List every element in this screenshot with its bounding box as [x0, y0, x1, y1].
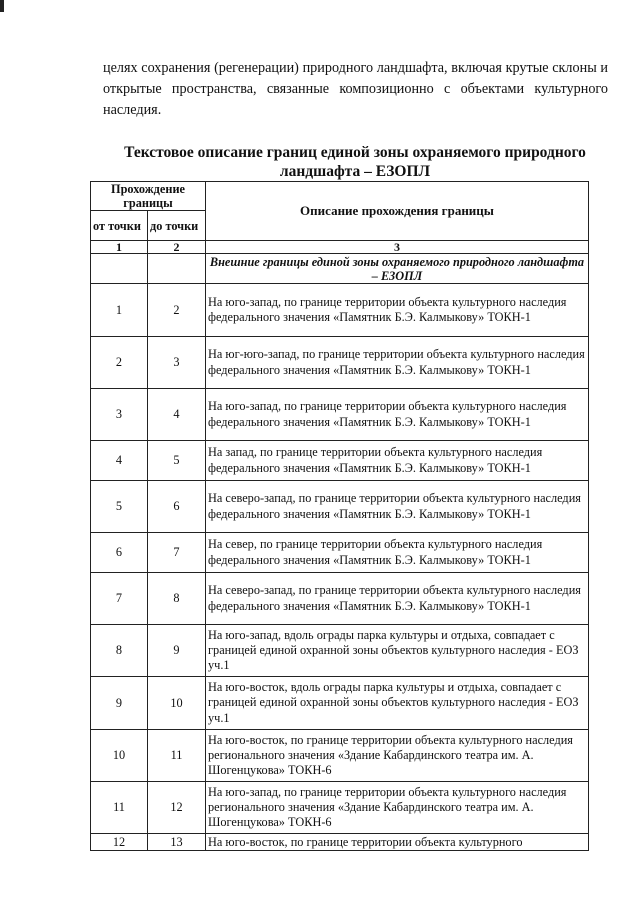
table-row [91, 441, 589, 481]
intro-paragraph: целях сохранения (регенерации) природного ландшафта, включая крутые склоны и открытые пространства, связанные композиционно с объектами культурного наследия. [103, 60, 608, 118]
from-point-cell: 12 [91, 834, 148, 851]
table-row [91, 533, 589, 573]
to-point-cell: 11 [148, 730, 206, 782]
description-cell: На юго-запад, по границе территории объекта культурного наследия регионального значения «Здание Кабардинского театра им. А. Шогенцукова» ТОКН-6 [206, 782, 589, 834]
to-point-cell: 5 [148, 441, 206, 481]
table-row [91, 677, 589, 730]
from-point-cell: 3 [91, 389, 148, 441]
description-cell: На юго-запад, вдоль ограды парка культуры и отдыха, совпадает с границей единой охранной зоны объектов культурного наследия - ЕОЗ уч.1 [206, 625, 589, 677]
column-number: 3 [206, 241, 589, 254]
to-point-cell: 8 [148, 573, 206, 625]
from-point-cell: 7 [91, 573, 148, 625]
table-row [91, 782, 589, 834]
to-point-cell: 2 [148, 284, 206, 337]
table-row [91, 481, 589, 533]
to-point-cell: 12 [148, 782, 206, 834]
from-point-cell: 8 [91, 625, 148, 677]
column-number-row [91, 241, 589, 254]
table-row [91, 834, 589, 851]
description-cell: На запад, по границе территории объекта культурного наследия федерального значения «Памятник Б.Э. Калмыкову» ТОКН-1 [206, 441, 589, 481]
section-title: Внешние границы единой зоны охраняемого природного ландшафта – ЕЗОПЛ [206, 254, 589, 284]
from-point-cell: 1 [91, 284, 148, 337]
description-cell: На юго-восток, по границе территории объекта культурного [206, 834, 589, 851]
table-row [91, 573, 589, 625]
from-point-cell: 6 [91, 533, 148, 573]
from-point-cell: 4 [91, 441, 148, 481]
table-row [91, 625, 589, 677]
to-point-cell: 4 [148, 389, 206, 441]
description-cell: На север, по границе территории объекта культурного наследия федерального значения «Памятник Б.Э. Калмыкову» ТОКН-1 [206, 533, 589, 573]
description-cell: На юго-запад, по границе территории объекта культурного наследия федерального значения «Памятник Б.Э. Калмыкову» ТОКН-1 [206, 389, 589, 441]
to-point-cell: 6 [148, 481, 206, 533]
from-point-cell: 11 [91, 782, 148, 834]
column-number: 1 [91, 241, 148, 254]
description-cell: На юго-запад, по границе территории объекта культурного наследия федерального значения «Памятник Б.Э. Калмыкову» ТОКН-1 [206, 284, 589, 337]
header-from-point: от точки [91, 211, 148, 241]
table-row [91, 284, 589, 337]
to-point-cell: 13 [148, 834, 206, 851]
from-point-cell: 10 [91, 730, 148, 782]
header-boundary-passage: Прохождение границы [91, 182, 206, 211]
from-point-cell: 9 [91, 677, 148, 730]
table-row [91, 337, 589, 389]
header-to-point: до точки [148, 211, 206, 241]
document-title: Текстовое описание границ единой зоны охраняемого природного ландшафта – ЕЗОПЛ [124, 144, 586, 180]
from-point-cell: 2 [91, 337, 148, 389]
boundary-table [90, 181, 589, 851]
description-cell: На юг-юго-запад, по границе территории объекта культурного наследия федерального значения «Памятник Б.Э. Калмыкову» ТОКН-1 [206, 337, 589, 389]
description-cell: На северо-запад, по границе территории объекта культурного наследия федерального значения «Памятник Б.Э. Калмыкову» ТОКН-1 [206, 573, 589, 625]
section-row [91, 254, 589, 284]
table-row [91, 730, 589, 782]
to-point-cell: 7 [148, 533, 206, 573]
description-cell: На юго-восток, по границе территории объекта культурного наследия регионального значения «Здание Кабардинского театра им. А. Шогенцукова» ТОКН-6 [206, 730, 589, 782]
column-number: 2 [148, 241, 206, 254]
description-cell: На юго-восток, вдоль ограды парка культуры и отдыха, совпадает с границей единой охранной зоны объектов культурного наследия - ЕОЗ уч.1 [206, 677, 589, 730]
from-point-cell: 5 [91, 481, 148, 533]
header-description: Описание прохождения границы [206, 182, 589, 241]
description-cell: На северо-запад, по границе территории объекта культурного наследия федерального значения «Памятник Б.Э. Калмыкову» ТОКН-1 [206, 481, 589, 533]
to-point-cell: 10 [148, 677, 206, 730]
table-row [91, 389, 589, 441]
to-point-cell: 9 [148, 625, 206, 677]
to-point-cell: 3 [148, 337, 206, 389]
scan-edge-mark [0, 0, 4, 12]
